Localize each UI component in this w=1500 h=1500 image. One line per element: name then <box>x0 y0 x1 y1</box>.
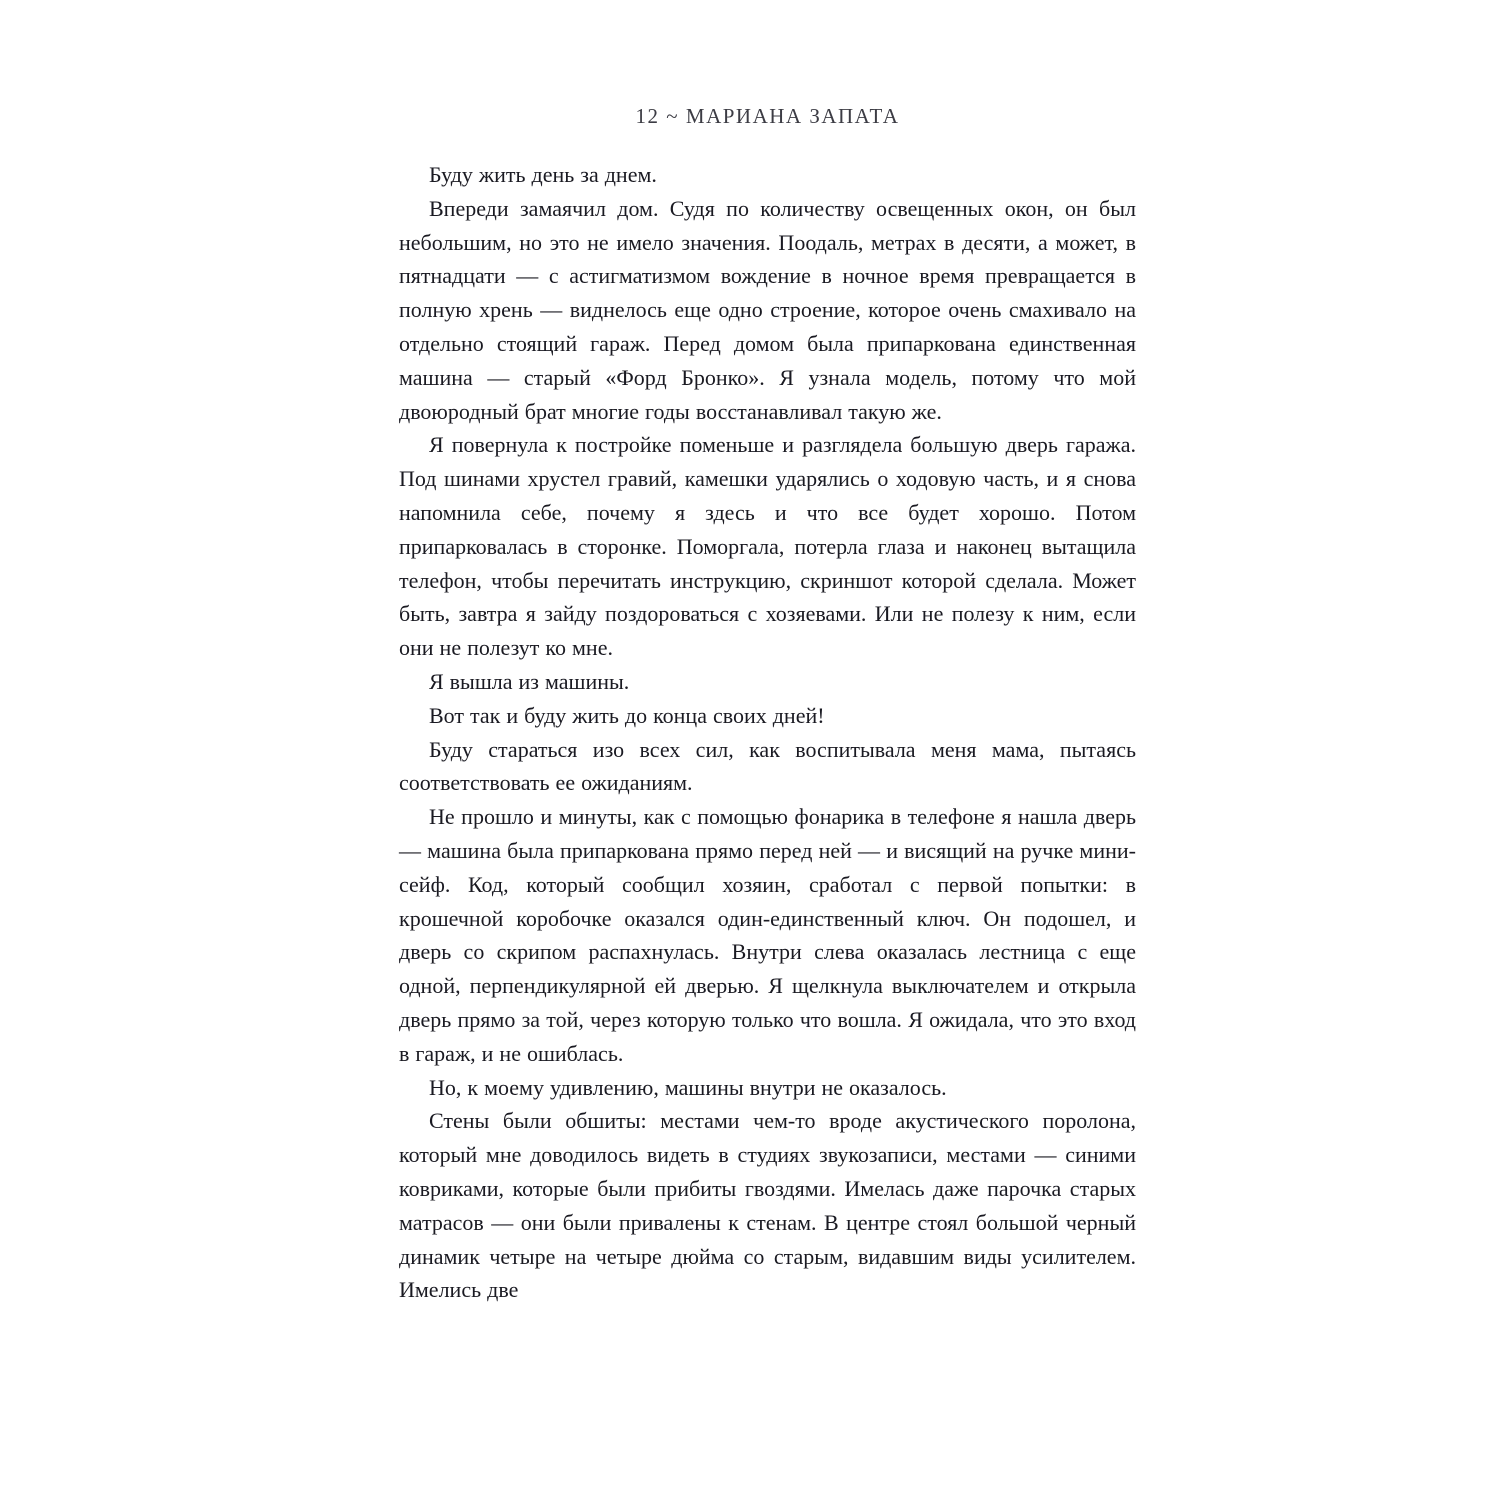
page-header-running-title: 12 ~ МАРИАНА ЗАПАТА <box>635 104 900 128</box>
paragraph: Вот так и буду жить до конца своих дней! <box>429 702 825 728</box>
paragraph: Не прошло и минуты, как с помощью фонарика в телефоне я нашла дверь — машина была припаркована прямо перед ней — и висящий на ручке мини-сейф. Код, который сообщил хозяин, сработал с первой попытки: в крошечной коробочке оказался один-единственный ключ. Он подошел, и дверь со скрипом распахнулась. Внутри слева оказалась лестница с еще одной, перпендикулярной ей дверью. Я щелкнула выключателем и открыла дверь прямо за той, через которую только что вошла. Я ожидала, что это вход в гараж, и не ошиблась. <box>399 804 1136 1066</box>
paragraph: Я вышла из машины. <box>429 668 630 694</box>
paragraph: Но, к моему удивлению, машины внутри не оказалось. <box>429 1074 947 1100</box>
body-text <box>399 158 1136 1307</box>
paragraph: Буду стараться изо всех сил, как воспитывала меня мама, пытаясь соответствовать ее ожиданиям. <box>399 736 1136 796</box>
paragraph: Буду жить день за днем. <box>429 162 657 187</box>
paragraph: Впереди замаячил дом. Судя по количеству освещенных окон, он был небольшим, но это не имело значения. Поодаль, метрах в десяти, а может, в пятнадцати — с астигматизмом вождение в ночное время превращается в полную хрень — виднелось еще одно строение, которое очень смахивало на отдельно стоящий гараж. Перед домом была припаркована единственная машина — старый «Форд Бронко». Я узнала модель, потому что мой двоюродный брат многие годы восстанавливал такую же. <box>399 195 1136 424</box>
paragraph: Стены были обшиты: местами чем-то вроде акустического поролона, который мне доводилось видеть в студиях звукозаписи, местами — синими ковриками, которые были прибиты гвоздями. Имелась даже парочка старых матрасов — они были привалены к стенам. В центре стоял большой черный динамик четыре на четыре дюйма со старым, видавшим виды усилителем. Имелись две <box>399 1108 1136 1303</box>
paragraph: Я повернула к постройке поменьше и разглядела большую дверь гаража. Под шинами хрустел гравий, камешки ударялись о ходовую часть, и я снова напомнила себе, почему я здесь и что все будет хорошо. Потом припарковалась в сторонке. Поморгала, потерла глаза и наконец вытащила телефон, чтобы перечитать инструкцию, скриншот которой сделала. Может быть, завтра я зайду поздороваться с хозяевами. Или не полезу к ним, если они не полезут ко мне. <box>399 432 1136 661</box>
